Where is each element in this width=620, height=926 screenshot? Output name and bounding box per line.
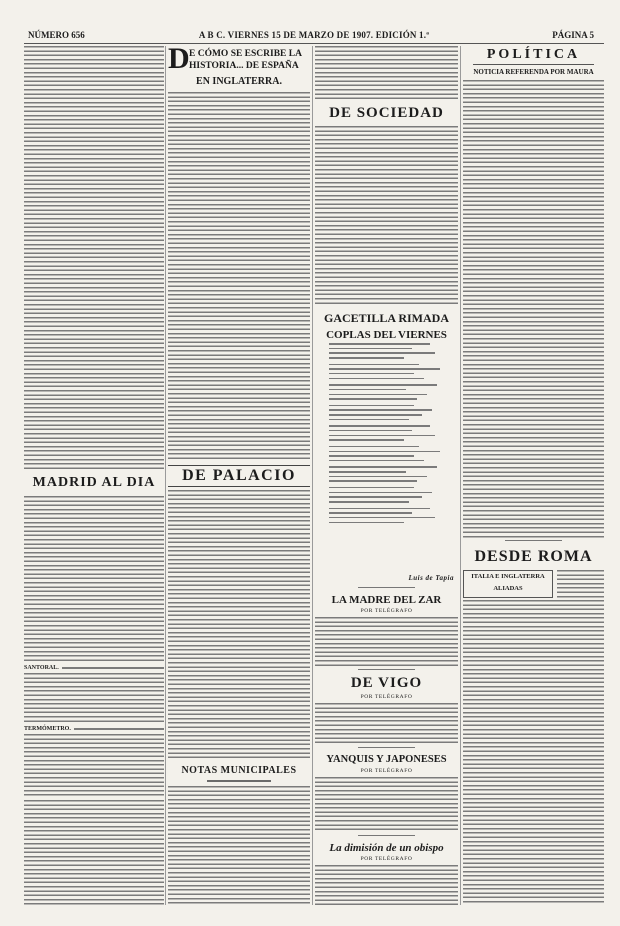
article-text [24, 673, 164, 723]
poem-line [329, 460, 424, 462]
section-rule [358, 587, 415, 588]
poem-line [329, 496, 422, 498]
poem-stanza [329, 487, 458, 503]
subheading-line [207, 780, 271, 782]
poem-line [329, 348, 412, 350]
dateline-label: POR TELÉGRAFO [360, 856, 413, 862]
headline-notas-municipales: NOTAS MUNICIPALES [181, 765, 297, 776]
dateline-label: POR TELÉGRAFO [360, 768, 413, 774]
article-text [168, 490, 310, 758]
column-rule [165, 46, 166, 905]
text-line [62, 667, 164, 669]
drop-cap: D [168, 46, 190, 75]
poem-stanza [329, 425, 458, 441]
headline-line: HISTORIA... DE ESPAÑA [189, 61, 299, 71]
headline-dimision-obispo: La dimisión de un obispo [329, 842, 444, 854]
termometro-label: TERMÓMETRO. [24, 726, 71, 732]
poem-stanza [329, 466, 458, 482]
headline-gacetilla: GACETILLA RIMADA [323, 311, 449, 325]
poem-line [329, 517, 435, 519]
headline-line: EN INGLATERRA. [196, 76, 282, 87]
santoral-runin [24, 665, 164, 671]
subheadline-italia [463, 570, 604, 598]
poem-line [329, 451, 440, 453]
poem-line [329, 378, 424, 380]
headline-yanquis-japoneses: YANQUIS Y JAPONESES [326, 754, 447, 765]
section-rule [358, 747, 415, 748]
section-rule [358, 835, 415, 836]
poem-line [329, 384, 437, 386]
poem-line [329, 512, 412, 514]
poem-line [329, 492, 432, 494]
section-rule [505, 540, 561, 541]
poem-line [329, 419, 409, 421]
column-3 [315, 46, 458, 905]
poem-line [329, 522, 404, 524]
article-text [24, 800, 164, 905]
article-text [557, 570, 604, 598]
poem-stanza [329, 446, 458, 462]
column-2 [168, 46, 310, 905]
article-text [315, 865, 458, 905]
headline-madrid-al-dia: MADRID AL DIA [32, 475, 156, 490]
headline-history [168, 46, 310, 92]
poem-line [329, 343, 430, 345]
section-rule [358, 669, 415, 670]
poem-line [329, 389, 406, 391]
headline-line: E CÓMO SE ESCRIBE LA [189, 49, 302, 59]
poem [315, 343, 458, 573]
subheadline-line: ALIADAS [493, 585, 523, 592]
poem-line [329, 508, 430, 510]
poem-stanza [329, 384, 458, 400]
santoral-label: SANTORAL. [24, 665, 59, 671]
article-text [463, 600, 604, 905]
column-1 [24, 46, 164, 905]
poem-line [329, 364, 419, 366]
poem-line [329, 425, 430, 427]
headline-de-palacio: DE PALACIO [168, 465, 310, 487]
poem-stanza [329, 364, 458, 380]
termometro-runin [24, 726, 164, 732]
article-text [24, 46, 164, 470]
article-text [315, 126, 458, 306]
poem-stanza [329, 405, 458, 421]
article-text [315, 777, 458, 833]
poem-line [329, 398, 417, 400]
poem-line [329, 394, 427, 396]
page-number: PÁGINA 5 [552, 30, 594, 40]
poem-line [329, 466, 437, 468]
headline-politica: POLÍTICA [473, 46, 594, 65]
headline-coplas: COPLAS DEL VIERNES [326, 329, 447, 341]
poem-stanza [329, 343, 458, 359]
poem-line [329, 352, 435, 354]
article-text [168, 92, 310, 462]
poem-line [329, 439, 404, 441]
masthead-date: A B C. VIERNES 15 DE MARZO DE 1907. EDICIÓN 1.ª [198, 30, 430, 40]
article-text [315, 703, 458, 745]
column-4 [463, 46, 604, 905]
headline-desde-roma: DESDE ROMA [474, 548, 593, 565]
subheadline-noticia: NOTICIA REFERENDA POR MAURA [473, 68, 594, 76]
article-text [24, 734, 164, 796]
poem-line [329, 414, 422, 416]
poem-stanza [329, 508, 458, 524]
dateline-label: POR TELÉGRAFO [360, 608, 413, 614]
issue-number: NÚMERO 656 [28, 30, 85, 40]
article-text [168, 786, 310, 905]
poem-line [329, 409, 432, 411]
poem-line [329, 476, 427, 478]
poem-line [329, 368, 440, 370]
subheadline-line: ITALIA E INGLATERRA [471, 573, 545, 580]
poem-line [329, 435, 435, 437]
article-text [315, 617, 458, 667]
author-signature: Luis de Tapia [408, 574, 454, 582]
poem-line [329, 480, 417, 482]
poem-line [329, 446, 419, 448]
text-line [74, 728, 164, 730]
article-text [24, 496, 164, 662]
poem-line [329, 357, 404, 359]
headline-madre-del-zar: LA MADRE DEL ZAR [331, 594, 442, 606]
poem-line [329, 501, 409, 503]
poem-line [329, 487, 414, 489]
dateline-label: POR TELÉGRAFO [360, 694, 413, 700]
poem-line [329, 373, 414, 375]
article-text [315, 46, 458, 100]
article-text [463, 80, 604, 538]
header-rule [24, 43, 604, 44]
poem-line [329, 455, 414, 457]
column-rule [460, 46, 461, 905]
poem-line [329, 405, 414, 407]
subheadline-box [463, 570, 553, 598]
column-rule [312, 46, 313, 905]
headline-de-sociedad: DE SOCIEDAD [329, 105, 444, 121]
poem-line [329, 430, 412, 432]
page-header [24, 28, 604, 42]
headline-de-vigo: DE VIGO [350, 675, 423, 691]
poem-line [329, 471, 406, 473]
